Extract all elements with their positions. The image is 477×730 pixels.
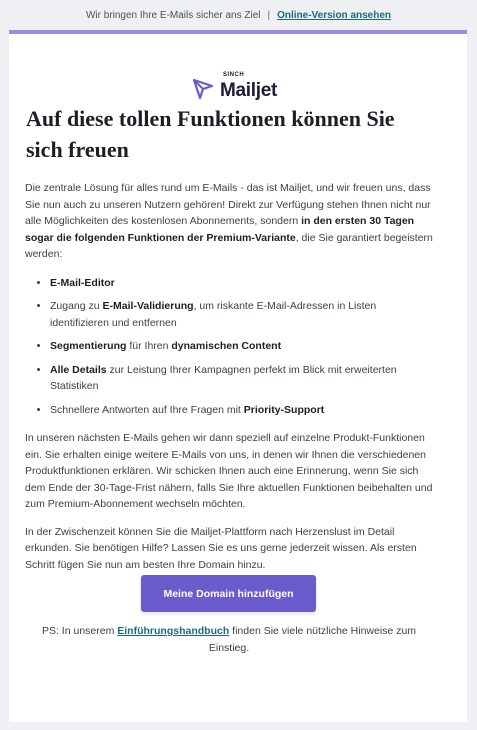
- feature-bold: Alle Details: [50, 363, 107, 376]
- online-version-link[interactable]: Online-Version ansehen: [277, 9, 392, 21]
- preheader-text: Wir bringen Ihre E-Mails sicher ans Ziel: [85, 9, 261, 21]
- preheader: [0, 0, 477, 30]
- handbook-link[interactable]: Einführungshandbuch: [117, 625, 230, 637]
- mailjet-logo[interactable]: [191, 72, 291, 106]
- feature-bold: E-Mail-Editor: [50, 276, 115, 289]
- feature-text: für Ihren: [126, 340, 172, 352]
- feature-item: [50, 338, 437, 355]
- feature-item: [50, 362, 437, 395]
- ps-text-after: finden Sie viele nützliche Hinweise zum Einstieg.: [208, 625, 417, 654]
- logo-wordmark: [220, 72, 278, 102]
- feature-item: [50, 275, 437, 292]
- feature-text: zur Leistung Ihrer Kampagnen perfekt im Blick mit erweiterten Statistiken: [50, 363, 397, 392]
- intro-paragraph: [25, 180, 437, 263]
- feature-bold: Priority-Support: [243, 403, 325, 416]
- ps-note: [40, 623, 418, 656]
- intro-text-1: Die zentrale Lösung für alles rund um E-Mails - das ist Mailjet, und wir freuen uns, dass Sie nun auch zu unseren Nutzern gehören! Direkt zur Verfügung stehen Ihnen nicht nur alle Möglichkeiten des kostenlosen Abonnements, sondern: [25, 182, 431, 227]
- intro-text-2: , die Sie garantiert begeistern werden:: [25, 231, 433, 260]
- logo-mailjet-text: Mailjet: [220, 80, 278, 101]
- feature-item: [50, 298, 437, 331]
- ps-text-before: PS: In unserem: [41, 625, 118, 637]
- feature-list: [25, 275, 437, 419]
- feature-text: Zugang zu: [50, 300, 103, 312]
- email-body: [25, 180, 437, 573]
- preheader-separator: |: [267, 9, 271, 21]
- feature-bold: E-Mail-Validierung: [102, 300, 194, 312]
- paragraph-followup: In unseren nächsten E-Mails gehen wir dann speziell auf einzelne Produkt-Funktionen ein. Sie erhalten einige weitere E-Mails von uns, in denen wir Ihnen die verschiedenen Produktfunktionen erklären. Wir schicken Ihnen auch eine Erinnerung, wenn Sie sich dem Ende der 30-Tage-Frist nähern, falls Sie Ihre aktuellen Funktionen beibehalten und zum Premium-Abonnement wechseln möchten.: [25, 432, 433, 510]
- feature-item: [50, 402, 437, 419]
- logo-sinch-text: SINCH: [223, 72, 245, 78]
- feature-bold: dynamischen Content: [171, 340, 282, 352]
- feature-text: , um riskante E-Mail-Adressen in Listen identifizieren und entfernen: [50, 300, 377, 329]
- headline: Auf diese tollen Funktionen können Sie sich freuen: [26, 106, 395, 162]
- feature-text: Schnellere Antworten auf Ihre Fragen mit: [50, 403, 244, 416]
- paper-plane-icon: [191, 77, 215, 101]
- feature-bold: Segmentierung: [50, 340, 127, 352]
- add-domain-button[interactable]: Meine Domain hinzufügen: [141, 575, 316, 612]
- intro-bold: in den ersten 30 Tagen sogar die folgenden Funktionen der Premium-Variante: [25, 215, 415, 244]
- paragraph-meantime: In der Zwischenzeit können Sie die Mailjet-Plattform nach Herzenslust im Detail erkunden. Sie benötigen Hilfe? Lassen Sie es uns gerne jederzeit wissen. Als ersten Schritt fügen Sie nun am besten Ihre Domain hinzu.: [25, 525, 417, 571]
